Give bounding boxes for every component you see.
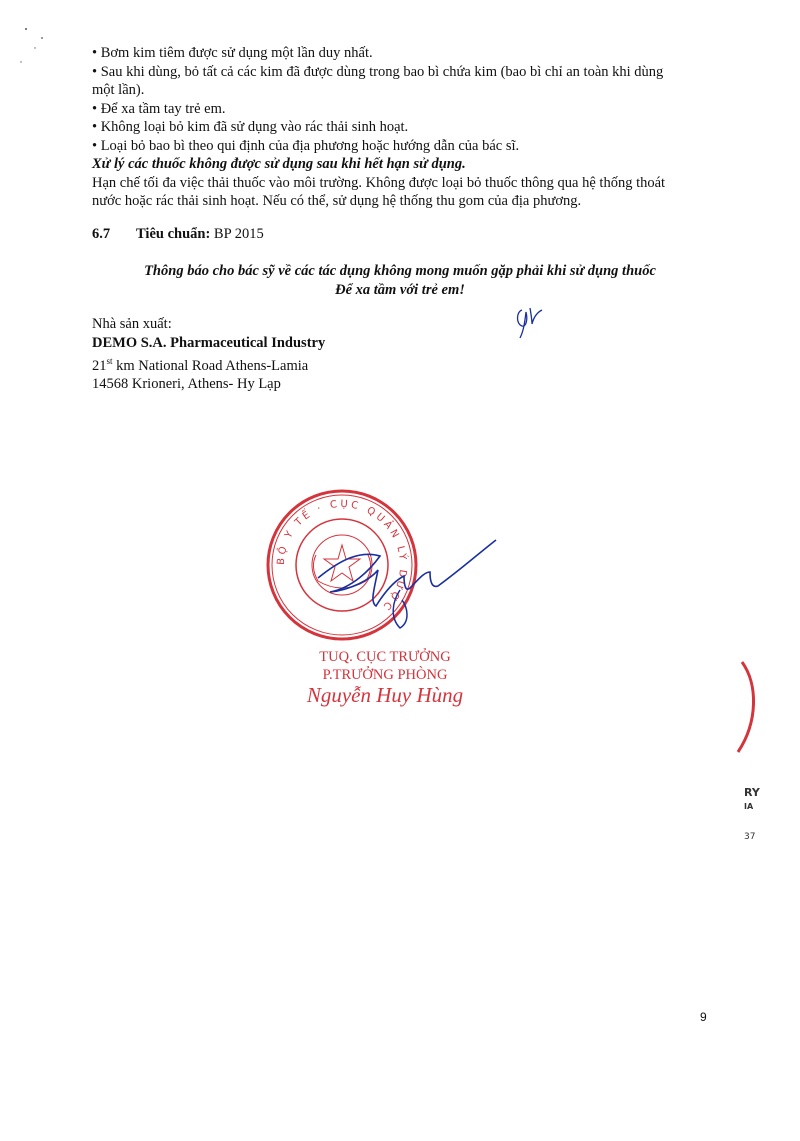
official-name: Nguyễn Huy Hùng <box>306 683 464 707</box>
edge-fragment: 37 <box>744 832 756 842</box>
signature-scribble <box>300 530 500 640</box>
warning-notice <box>92 262 708 300</box>
notice-line: Thông báo cho bác sỹ về các tác dụng không mong muốn gặp phải khi sử dụng thuốc <box>144 263 656 279</box>
page-number: 9 <box>700 1010 707 1024</box>
disposal-instructions <box>92 44 732 211</box>
partial-stamp-arc <box>730 660 770 760</box>
scan-specks <box>0 0 60 70</box>
bullet-line: • Loại bỏ bao bì theo qui định của địa phương hoặc hướng dẫn của bác sĩ. <box>92 137 520 154</box>
edge-fragment: IA <box>744 802 754 811</box>
manufacturer-name: DEMO S.A. Pharmaceutical Industry <box>92 334 326 351</box>
section-label: Tiêu chuẩn: <box>136 226 211 242</box>
manufacturer-block <box>92 315 325 394</box>
edge-fragment: RY <box>744 786 760 799</box>
bullet-line: • Để xa tầm tay trẻ em. <box>92 100 226 117</box>
notice-line: Để xa tầm với trẻ em! <box>335 282 465 298</box>
official-title: P.TRƯỞNG PHÒNG <box>322 667 448 683</box>
disposal-heading: Xử lý các thuốc không được sử dụng sau khi hết hạn sử dụng. <box>92 156 466 172</box>
manufacturer-address: 14568 Krioneri, Athens- Hy Lạp <box>92 376 281 393</box>
official-signature-block <box>290 648 480 707</box>
bullet-line: • Bơm kim tiêm được sử dụng một lần duy nhất. <box>92 45 373 61</box>
manufacturer-heading: Nhà sản xuất: <box>92 316 172 332</box>
initials-mark <box>512 300 552 340</box>
bullet-line: • Sau khi dùng, bỏ tất cả các kim đã được dùng trong bao bì chứa kim (bao bì chỉ an toàn khi dùng <box>92 63 664 80</box>
manufacturer-address: 21st km National Road Athens-Lamia <box>92 356 309 374</box>
section-standard <box>92 226 264 243</box>
disposal-text: Hạn chế tối đa việc thải thuốc vào môi trường. Không được loại bỏ thuốc thông qua hệ thống thoát <box>92 174 666 191</box>
section-value: BP 2015 <box>213 226 264 242</box>
disposal-text: nước hoặc rác thải sinh hoạt. Nếu có thể, sử dụng hệ thống thu gom của địa phương. <box>92 193 582 209</box>
section-number: 6.7 <box>92 226 111 242</box>
official-title: TUQ. CỤC TRƯỞNG <box>319 649 451 665</box>
bullet-line-continuation: một lần). <box>92 82 145 98</box>
svg-text:BỘ Y TẾ · CỤC QUẢN LÝ DƯỢC: BỘ Y TẾ · CỤC QUẢN LÝ DƯỢC <box>275 498 409 614</box>
bullet-line: • Không loại bỏ kim đã sử dụng vào rác thải sinh hoạt. <box>92 119 409 135</box>
